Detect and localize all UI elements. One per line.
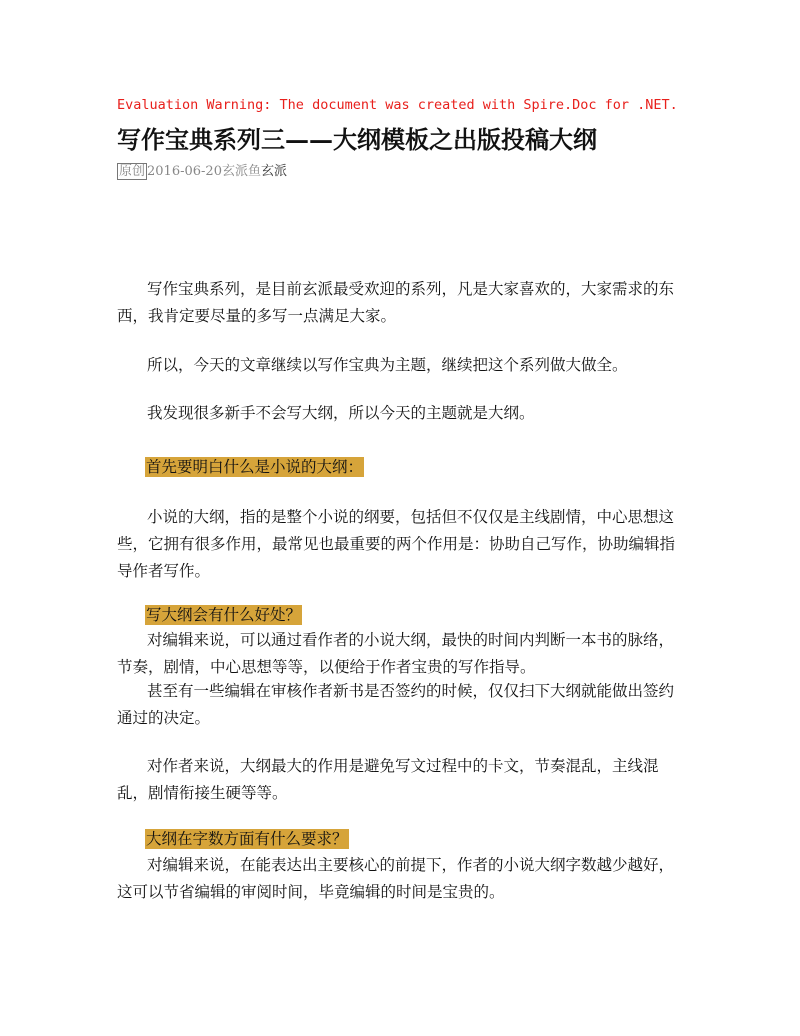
- article-title: 写作宝典系列三——大纲模板之出版投稿大纲: [117, 125, 597, 154]
- paragraph-editor-signing: 甚至有一些编辑在审核作者新书是否签约的时候，仅仅扫下大纲就能做出签约通过的决定。: [117, 682, 675, 727]
- article-meta: [117, 160, 287, 179]
- paragraph-editor-benefit: 对编辑来说，可以通过看作者的小说大纲，最快的时间内判断一本书的脉络，节奏，剧情，中心思想等等，以便给于作者宝贵的写作指导。: [117, 631, 675, 676]
- paragraph-author-benefit: 对作者来说，大纲最大的作用是避免写文过程中的卡文，节奏混乱，主线混乱，剧情衔接生硬等等。: [117, 757, 659, 802]
- evaluation-warning: Evaluation Warning: The document was created with Spire.Doc for .NET.: [117, 97, 678, 113]
- original-badge: 原创: [119, 164, 146, 179]
- paragraph-outline-definition: 小说的大纲，指的是整个小说的纲要，包括但不仅仅是主线剧情，中心思想这些，它拥有很多作用，最常见也最重要的两个作用是：协助自己写作，协助编辑指导作者写作。: [117, 508, 676, 580]
- section-heading-what-is-outline: 首先要明白什么是小说的大纲：: [146, 458, 364, 476]
- publish-date: 2016-06-20: [147, 164, 222, 179]
- paragraph-topic: 我发现很多新手不会写大纲，所以今天的主题就是大纲。: [147, 404, 535, 422]
- author-channel: 玄派: [260, 164, 287, 179]
- section-heading-benefits: 写大纲会有什么好处？: [146, 606, 302, 624]
- author-name: 玄派鱼: [221, 164, 261, 179]
- section-heading-word-count: 大纲在字数方面有什么要求？: [146, 830, 348, 848]
- paragraph-continue: 所以，今天的文章继续以写作宝典为主题，继续把这个系列做大做全。: [147, 356, 628, 374]
- paragraph-word-count: 对编辑来说，在能表达出主要核心的前提下，作者的小说大纲字数越少越好，这可以节省编辑的审阅时间，毕竟编辑的时间是宝贵的。: [117, 856, 675, 901]
- paragraph-intro: 写作宝典系列，是目前玄派最受欢迎的系列，凡是大家喜欢的，大家需求的东西，我肯定要尽量的多写一点满足大家。: [117, 280, 675, 325]
